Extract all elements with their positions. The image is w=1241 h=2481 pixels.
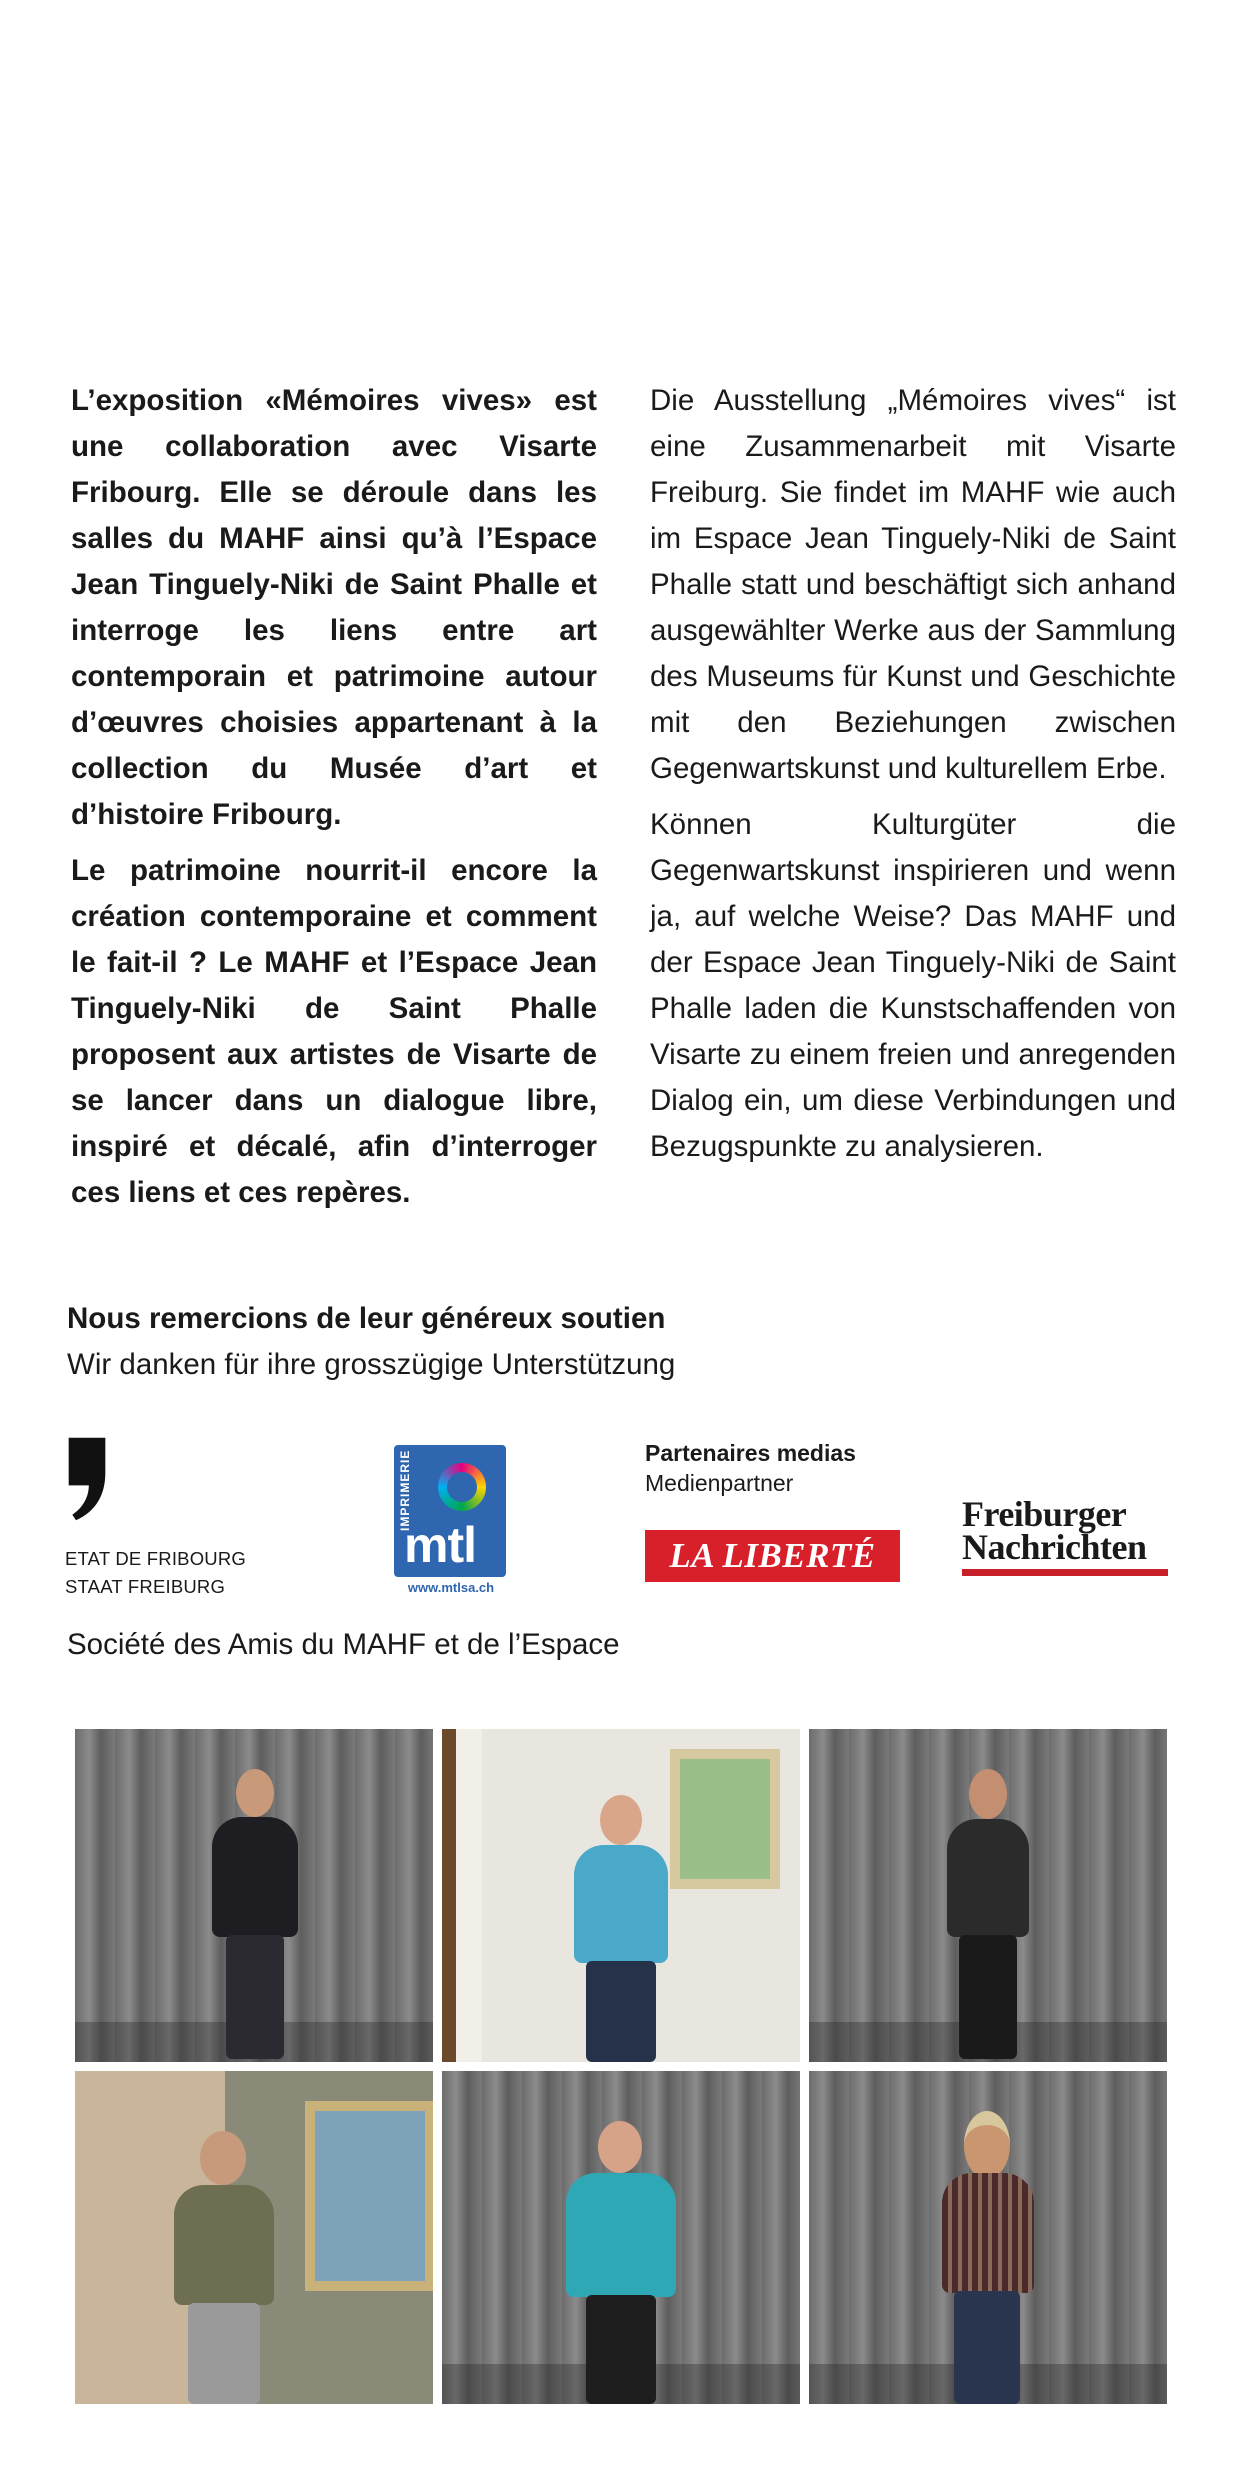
media-partners-german: Medienpartner <box>645 1470 794 1496</box>
mtl-url: www.mtlsa.ch <box>407 1580 495 1595</box>
thanks-block <box>67 1296 675 1388</box>
artist-photo-6 <box>809 2071 1167 2404</box>
fn-line-2: Nachrichten <box>962 1527 1147 1567</box>
la-liberte-logo: LA LIBERTÉ <box>645 1530 900 1582</box>
etat-de-fribourg-logo <box>65 1436 265 1601</box>
artist-photo-5 <box>442 2071 800 2404</box>
media-partners-label <box>645 1438 856 1498</box>
etat-line-2: STAAT FREIBURG <box>65 1576 226 1597</box>
societe-des-amis: Société des Amis du MAHF et de l’Espace <box>67 1628 620 1661</box>
imprimerie-mtl-logo <box>394 1445 508 1595</box>
german-paragraph-1: Die Ausstellung „Mémoires vives“ ist eine Zusammenarbeit mit Visarte Freiburg. Sie findet im MAHF wie auch im Espace Jean Tinguely-Niki de Saint Phalle statt und beschäftigt sich anhand ausgewählter Werke aus der Sammlung des Museums für Kunst und Geschichte mit den Beziehungen zwischen Gegenwartskunst und kulturellem Erbe. <box>650 384 1176 785</box>
etat-line-1: ETAT DE FRIBOURG <box>65 1548 247 1569</box>
mtl-vertical-label: IMPRIMERIE <box>398 1449 412 1531</box>
french-paragraph-1: L’exposition «Mémoires vives» est une collaboration avec Visarte Fribourg. Elle se déroule dans les salles du MAHF ainsi qu’à l’Espace Jean Tinguely-Niki de Saint Phalle et interroge les liens entre art contemporain et patrimoine autour d’œuvres choisies appartenant à la collection du Musée d’art et d’histoire Fribourg. <box>71 384 597 831</box>
artist-photo-2 <box>442 1729 800 2062</box>
artist-photo-1 <box>75 1729 433 2062</box>
french-text-column <box>71 378 597 1226</box>
thanks-french: Nous remercions de leur généreux soutien <box>67 1302 666 1335</box>
freiburger-nachrichten-logo <box>962 1494 1168 1576</box>
german-text-column <box>650 378 1176 1180</box>
artist-photo-4 <box>75 2071 433 2404</box>
artist-photo-3 <box>809 1729 1167 2062</box>
thanks-german: Wir danken für ihre grosszügige Unterstützung <box>67 1348 676 1381</box>
french-paragraph-2: Le patrimoine nourrit-il encore la création contemporaine et comment le fait-il ? Le MAHF et l’Espace Jean Tinguely-Niki de Saint Phalle proposent aux artistes de Visarte de se lancer dans un dialogue libre, inspiré et décalé, afin d’interroger ces liens et ces repères. <box>71 854 597 1209</box>
color-ring-icon <box>438 1463 486 1511</box>
fn-line-1: Freiburger <box>962 1494 1127 1534</box>
fn-red-bar <box>962 1569 1168 1576</box>
mtl-name: mtl <box>404 1517 476 1573</box>
german-paragraph-2: Können Kulturgüter die Gegenwartskunst inspirieren und wenn ja, auf welche Weise? Das MAHF und der Espace Jean Tinguely-Niki de Saint Phalle laden die Kunstschaffenden von Visarte zu einem freien und anregenden Dialog ein, um diese Verbindungen und Bezugspunkte zu analysieren. <box>650 808 1176 1163</box>
media-partners-french: Partenaires medias <box>645 1440 856 1466</box>
comma-icon <box>65 1436 109 1522</box>
